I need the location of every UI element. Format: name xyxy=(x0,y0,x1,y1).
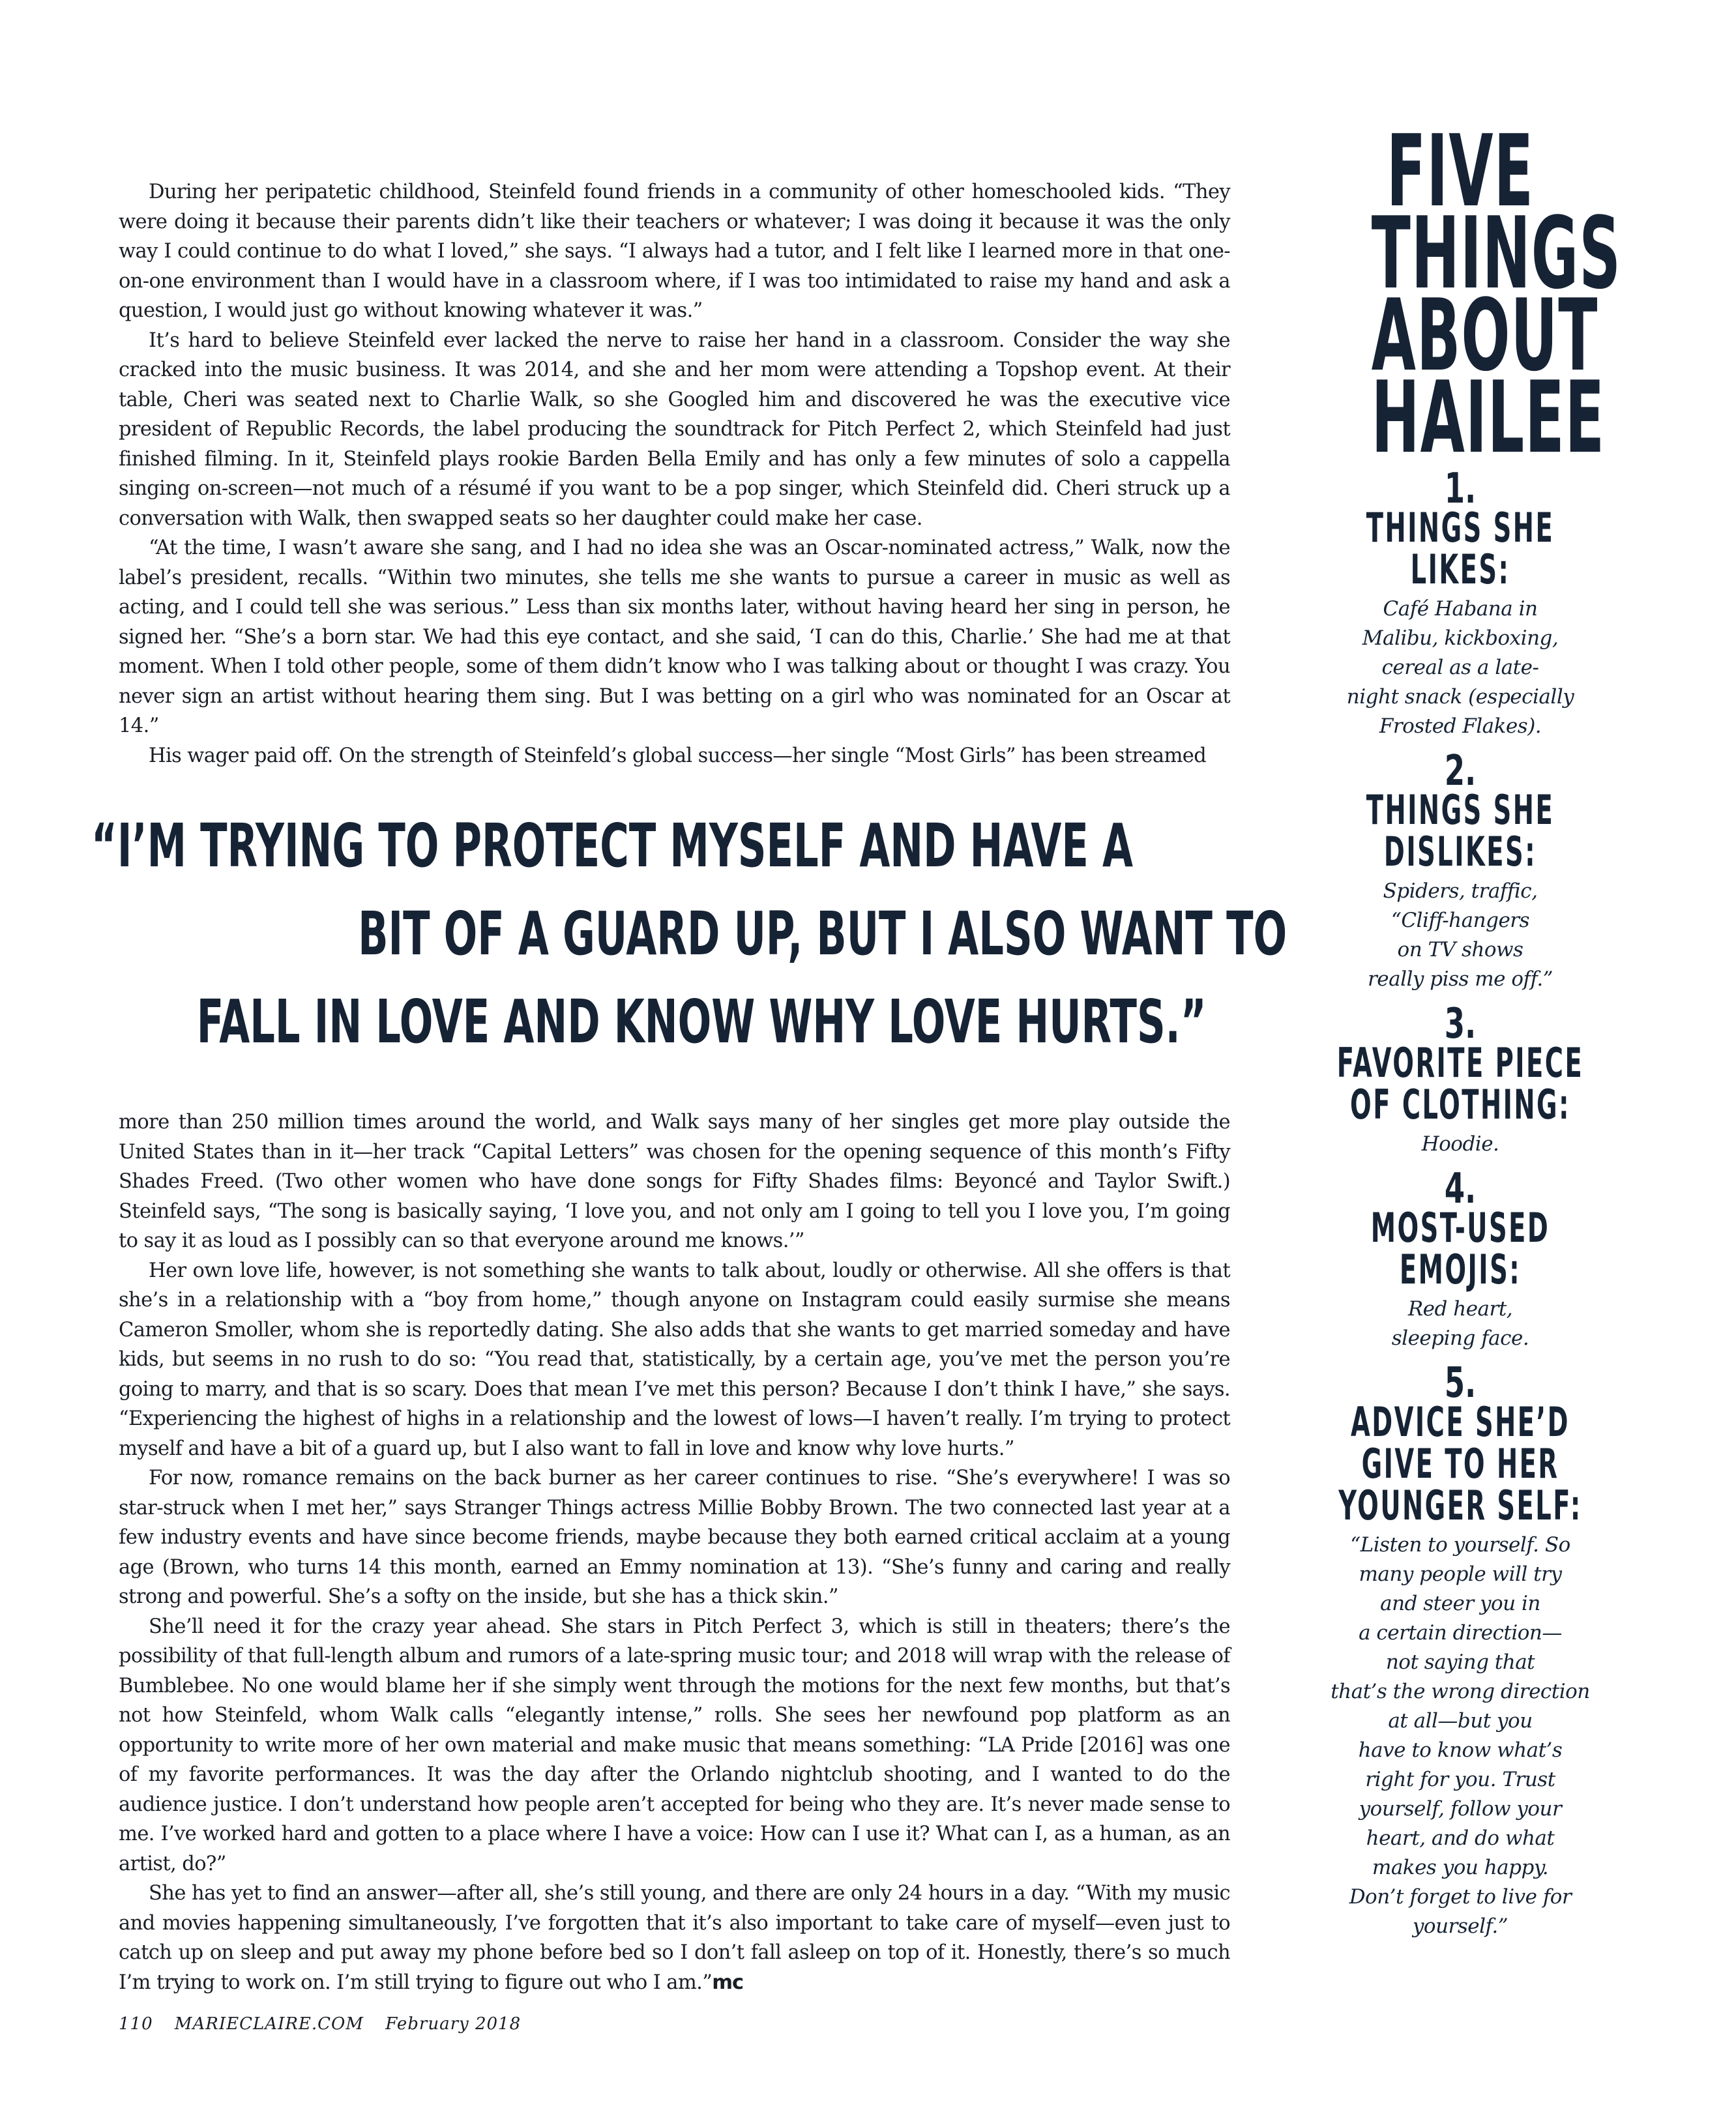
pull-quote-line: “I’M TRYING TO PROTECT MYSELF AND HAVE A xyxy=(91,811,1133,881)
sidebar-item-clothing xyxy=(1307,1000,1613,1159)
page-folio xyxy=(119,2014,537,2034)
article-body-top xyxy=(119,177,1230,770)
item-text-line: “Cliff-hangers xyxy=(1390,909,1530,932)
item-text-line: and steer you in xyxy=(1380,1592,1540,1615)
item-text xyxy=(1307,594,1613,741)
item-text xyxy=(1307,1295,1613,1353)
five-things-sidebar xyxy=(1307,113,1622,1941)
item-text-line: sleeping face. xyxy=(1391,1327,1529,1350)
article-paragraph: Her own love life, however, is not something she wants to talk about, loudly or otherwise. All she offers is that she’s in a relationship with a “boy from home,” though anyone on Instagram could easily surmise she means Cameron Smoller, whom she is reportedly dating. She also adds that she wants to get married someday and have kids, but seems in no rush to do so: “You read that, statistically, by a certain age, you’ve met the person you’re going to marry, and that is so scary. Does that mean I’ve met this person? Because I don’t think I have,” she says. “Experiencing the highest of highs in a relationship and the lowest of lows—I haven’t really. I’m trying to protect myself and have a bit of a guard up, but I also want to fall in love and know why love hurts.” xyxy=(119,1259,1230,1460)
item-heading-line: ADVICE SHE’D xyxy=(1351,1398,1570,1446)
pull-quote xyxy=(91,802,1287,1066)
article-paragraph: “At the time, I wasn’t aware she sang, and I had no idea she was an Oscar-nominated actress,” Walk, now the label’s president, recalls. “Within two minutes, she tells me she wants to pursue a career in music as well as acting, and I could tell she was serious.” Less than six months later, without having heard her sing in person, he signed her. “She’s a born star. We had this eye contact, and she said, ‘I can do this, Charlie.’ She had me at that moment. When I told other people, some of them didn’t know who I was talking about or thought I was crazy. You never sign an artist without hearing them sing. But I was betting on a girl who was nominated for an Oscar at 14.” xyxy=(119,536,1230,737)
folio-site: MARIECLAIRE.COM xyxy=(174,2014,364,2034)
sidebar-title-line: HAILEE xyxy=(1371,360,1606,475)
item-text-line: that’s the wrong direction xyxy=(1331,1680,1590,1703)
item-heading xyxy=(1284,1039,1636,1128)
article-paragraph: During her peripatetic childhood, Steinfeld found friends in a community of other homeschooled kids. “They were doing it because their parents didn’t like their teachers or whatever; I was doing it because it was the only way I could continue to do what I loved,” she says. “I always had a tutor, and I felt like I learned more in that one-on-one environment than I would have in a classroom where, if I was too intimidated to raise my hand and ask a question, I would just go without knowing whatever it was.” xyxy=(119,181,1230,322)
item-heading-line: GIVE TO HER xyxy=(1361,1440,1559,1488)
item-text-line: makes you happy. xyxy=(1372,1856,1549,1879)
item-text-line: Don’t forget to live for xyxy=(1349,1885,1572,1909)
page-number: 110 xyxy=(119,2014,153,2034)
item-heading-line: FAVORITE PIECE xyxy=(1336,1039,1584,1087)
item-text-line: many people will try xyxy=(1359,1562,1562,1586)
item-text-line: right for you. Trust xyxy=(1365,1768,1555,1791)
item-text-line: at all—but you xyxy=(1388,1709,1533,1733)
pull-quote-line: FALL IN LOVE AND KNOW WHY LOVE HURTS.” xyxy=(196,987,1207,1057)
item-heading-line: OF CLOTHING: xyxy=(1350,1081,1570,1128)
item-heading xyxy=(1284,1204,1636,1293)
item-heading xyxy=(1284,1398,1636,1529)
item-heading-line: THINGS SHE xyxy=(1366,786,1555,834)
sidebar-item-emojis xyxy=(1307,1165,1613,1353)
item-text-line: “Listen to yourself. So xyxy=(1350,1533,1570,1557)
article-paragraph: It’s hard to believe Steinfeld ever lacked the nerve to raise her hand in a classroom. Consider the way she cracked into the music business. It was 2014, and she and her mom were attending a Topshop event. At their table, Cheri was seated next to Charlie Walk, so she Googled him and discovered he was the executive vice president of Republic Records, the label producing the soundtrack for Pitch Perfect 2, which Steinfeld had just finished filming. In it, Steinfeld plays rookie Barden Bella Emily and has only a few minutes of solo a cappella singing on-screen—not much of a résumé if you want to be a pop singer, which Steinfeld did. Cheri struck up a conversation with Walk, then swapped seats so her daughter could make her case. xyxy=(119,329,1230,530)
item-heading-line: YOUNGER SELF: xyxy=(1338,1482,1582,1529)
sidebar-title xyxy=(1371,113,1622,475)
article-paragraph: His wager paid off. On the strength of Steinfeld’s global success—her single “Most Girls” has been streamed xyxy=(149,744,1207,767)
item-text-line: Hoodie. xyxy=(1421,1132,1499,1156)
item-text-line: yourself, follow your xyxy=(1359,1797,1562,1821)
folio-issue: February 2018 xyxy=(385,2014,522,2034)
article-paragraph: For now, romance remains on the back burner as her career continues to rise. “She’s everywhere! I was so star-struck when I met her,” says Stranger Things actress Millie Bobby Brown. The two connected last year at a few industry events and have since become friends, maybe because they both earned critical acclaim at a young age (Brown, who turns 14 this month, earned an Emmy nomination at 13). “She’s funny and caring and really strong and powerful. She’s a softy on the inside, but she has a thick skin.” xyxy=(119,1467,1230,1608)
sidebar-title-line: FIVE xyxy=(1386,113,1535,229)
item-heading-line: LIKES: xyxy=(1410,546,1510,593)
article-paragraph: more than 250 million times around the world, and Walk says many of her singles get more play outside the United States than in it—her track “Capital Letters” was chosen for the opening sequence of this month’s Fifty Shades Freed. (Two other women who have done songs for Fifty Shades films: Beyoncé and Taylor Swift.) Steinfeld says, “The song is basically saying, ‘I love you, and not only am I going to tell you I love you, I’m going to say it as loud as I possibly can so that everyone around me knows.’” xyxy=(119,1111,1230,1252)
item-text-line: on TV shows xyxy=(1397,938,1523,961)
item-number: 5. xyxy=(1444,1359,1477,1407)
item-text-line: not saying that xyxy=(1385,1650,1535,1674)
item-text-line: have to know what’s xyxy=(1358,1738,1563,1762)
item-heading xyxy=(1284,786,1636,875)
item-number: 3. xyxy=(1444,1000,1477,1048)
item-text-line: heart, and do what xyxy=(1366,1826,1555,1850)
sidebar-title-line: THINGS xyxy=(1371,196,1622,311)
item-number: 2. xyxy=(1444,747,1477,795)
sidebar-item-dislikes xyxy=(1307,747,1613,994)
item-number: 1. xyxy=(1444,465,1477,513)
item-text xyxy=(1307,1130,1613,1159)
item-text xyxy=(1307,877,1613,994)
item-text-line: night snack (especially xyxy=(1346,685,1574,709)
end-mark-logo: mc xyxy=(712,1971,744,1994)
sidebar-item-likes xyxy=(1307,465,1613,741)
item-heading-line: EMOJIS: xyxy=(1399,1246,1522,1293)
item-text-line: Spiders, traffic, xyxy=(1383,879,1538,903)
item-text-line: Red heart, xyxy=(1407,1297,1513,1321)
item-heading xyxy=(1284,504,1636,593)
item-text-line: really piss me off.” xyxy=(1367,967,1553,991)
item-text-line: yourself.” xyxy=(1412,1914,1508,1938)
item-text-line: Malibu, kickboxing, xyxy=(1362,626,1559,650)
sidebar-item-advice xyxy=(1307,1359,1613,1941)
article-paragraph-text: She has yet to find an answer—after all, she’s still young, and there are only 24 hours in a day. “With my music and movies happening simultaneously, I’ve forgotten that it’s also important to take care of myself—even just to catch up on sleep and put away my phone before bed so I don’t fall asleep on top of it. Honestly, there’s so much I’m trying to work on. I’m still trying to figure out who I am.” xyxy=(119,1882,1230,1994)
item-number: 4. xyxy=(1444,1165,1477,1213)
item-text-line: Café Habana in xyxy=(1383,597,1538,621)
item-text-line: a certain direction— xyxy=(1359,1621,1562,1645)
item-text xyxy=(1307,1531,1613,1941)
item-text-line: cereal as a late- xyxy=(1381,656,1539,679)
article-paragraph: She’ll need it for the crazy year ahead. She stars in Pitch Perfect 3, which is still in theaters; there’s the possibility of that full-length album and rumors of a late-spring music tour; and 2018 will wrap with the release of Bumblebee. No one would blame her if she simply went through the motions for the next few months, but that’s not how Steinfeld, whom Walk calls “elegantly intense,” rolls. She sees her newfound pop platform as an opportunity to write more of her own material and make music that means something: “LA Pride [2016] was one of my favorite performances. It was the day after the Orlando nightclub shooting, and I wanted to do the audience justice. I don’t understand how people aren’t accepted for being who they are. It’s never made sense to me. I’ve worked hard and gotten to a place where I have a voice: How can I use it? What can I, as a human, as an artist, do?” xyxy=(119,1615,1230,1875)
article-body-bottom xyxy=(119,1108,1230,1997)
sidebar-title-line: ABOUT xyxy=(1371,278,1598,393)
pull-quote-line: BIT OF A GUARD UP, BUT I ALSO WANT TO xyxy=(358,899,1287,969)
item-heading-line: THINGS SHE xyxy=(1366,504,1555,551)
item-heading-line: MOST-USED xyxy=(1370,1204,1550,1252)
item-heading-line: DISLIKES: xyxy=(1383,828,1537,875)
article-paragraph xyxy=(119,1879,1230,1997)
item-text-line: Frosted Flakes). xyxy=(1379,714,1542,738)
